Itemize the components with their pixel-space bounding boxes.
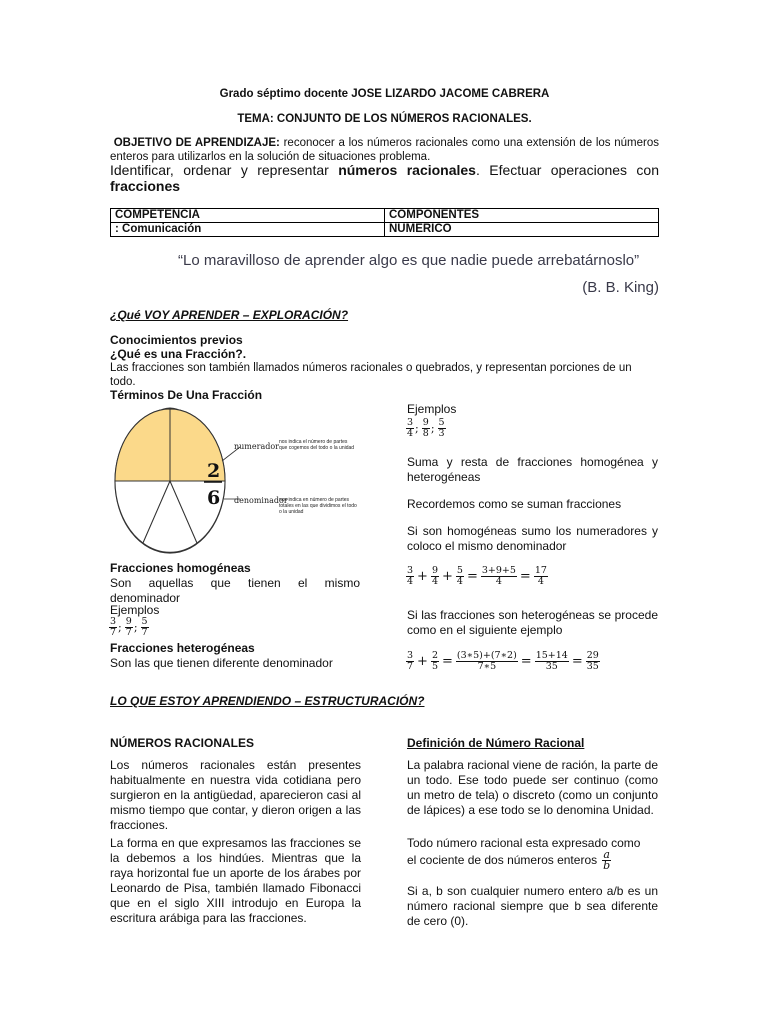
prev-knowledge-title: Conocimientos previos bbox=[110, 333, 243, 347]
homog-example-3 bbox=[141, 617, 149, 638]
objective-label: OBJETIVO DE APRENDIZAJE: bbox=[113, 137, 280, 149]
table-cell-numerico: NUMERICO bbox=[385, 223, 659, 237]
remember-text: Recordemos como se suman fracciones bbox=[407, 497, 622, 511]
frac-num: 3 bbox=[407, 650, 414, 661]
example-2 bbox=[422, 418, 430, 439]
examples-fractions: $\frac{3}{4}$ ; $\frac{9}{8}$ ; $\frac{5}{3}$ bbox=[407, 417, 445, 439]
objective-body: reconocer a los números racionales como una extensión de los números enteros para utilizarlos en la solución de situaciones problema. bbox=[110, 137, 660, 163]
eq2-term-c bbox=[456, 651, 518, 672]
fraction-diagram-svg bbox=[110, 403, 362, 559]
frac-num: 5 bbox=[141, 616, 148, 627]
frac-den: 7 bbox=[110, 627, 117, 638]
objective-line2 bbox=[110, 162, 659, 194]
pie-slice-a bbox=[115, 409, 170, 481]
frac-a-over-b bbox=[602, 850, 611, 871]
example-1 bbox=[406, 418, 414, 439]
frac-num: 5 bbox=[456, 565, 463, 576]
homog-example-1 bbox=[109, 617, 117, 638]
frac-num: 3 bbox=[110, 616, 117, 627]
homog-title: Fracciones homogéneas bbox=[110, 561, 251, 575]
frac-num: a bbox=[603, 848, 610, 861]
diagram-denominator: 6 bbox=[207, 487, 221, 509]
table-cell-comunicacion: : Comunicación bbox=[111, 223, 385, 237]
equation-homogeneous: $\frac{3}{4}$ + $\frac{9}{4}$ + $\frac{5}{4}$ = $\frac{3+9+5}{4}$ = $\frac{17}{4}$ bbox=[407, 565, 547, 587]
competence-table bbox=[110, 208, 659, 237]
frac-den: 4 bbox=[407, 576, 414, 587]
eq1-term-c bbox=[456, 566, 464, 587]
objective-line2-a: Identificar, ordenar y representar bbox=[110, 162, 339, 178]
denominator-note: nos indica en número de partes totales en las que dividimos el todo o la unidad bbox=[279, 497, 357, 515]
section-exploration-title: ¿Qué VOY APRENDER – EXPLORACIÓN? bbox=[110, 308, 349, 322]
frac-num: 29 bbox=[586, 650, 599, 661]
eq2-term-b bbox=[431, 651, 439, 672]
frac-den: 7∗5 bbox=[477, 661, 497, 672]
heter-text: Son las que tienen diferente denominador bbox=[110, 656, 333, 670]
definition-p3: Si a, b son cualquier numero entero a/b es un número racional siempre que b sea diferente de cero (0). bbox=[407, 884, 658, 928]
table-header-competencia: COMPETENCIA bbox=[111, 209, 385, 223]
frac-den: 4 bbox=[537, 576, 544, 587]
frac-den: 7 bbox=[125, 627, 132, 638]
frac-den: 8 bbox=[422, 428, 429, 439]
frac-den: b bbox=[603, 859, 611, 872]
homog-text: Son aquellas que tienen el mismo denominador bbox=[110, 576, 360, 605]
eq1-term-d bbox=[481, 566, 517, 587]
quote-author: (B. B. King) bbox=[582, 279, 659, 296]
homog-examples-label: Ejemplos bbox=[110, 603, 160, 617]
objective-line2-bold2: fracciones bbox=[110, 178, 181, 194]
sum-title: Suma y resta de fracciones homogénea y heterogéneas bbox=[407, 455, 658, 484]
frac-den: 4 bbox=[431, 576, 438, 587]
homog-rule: Si son homogéneas sumo los numeradores y coloco el mismo denominador bbox=[407, 524, 658, 553]
definition-p1: La palabra racional viene de ración, la parte de un todo. Ese todo puede ser continuo (como un metro de tela) o discreto (como un conjunto de lápices) a ese todo se lo denomina Unidad. bbox=[407, 758, 658, 817]
header-line-1: Grado séptimo docente JOSE LIZARDO JACOME CABRERA bbox=[219, 88, 550, 100]
frac-den: 7 bbox=[407, 661, 414, 672]
frac-den: 4 bbox=[495, 576, 502, 587]
frac-num: 9 bbox=[431, 565, 438, 576]
quote-text: “Lo maravilloso de aprender algo es que nadie puede arrebatárnoslo” bbox=[178, 252, 640, 269]
definition-p2b: el cociente de dos números enteros bbox=[407, 853, 598, 867]
numerator-note: nos indica el número de partes que cogemos del todo o la unidad bbox=[279, 439, 355, 451]
frac-den: 3 bbox=[438, 428, 445, 439]
frac-den: 4 bbox=[407, 428, 414, 439]
objective-text bbox=[110, 136, 659, 164]
frac-den: 4 bbox=[456, 576, 463, 587]
fraction-question: ¿Qué es una Fracción?. bbox=[110, 347, 247, 361]
heter-title: Fracciones heterogéneas bbox=[110, 641, 255, 655]
objective-line2-b: . Efectuar operaciones con bbox=[475, 162, 660, 178]
frac-num: 17 bbox=[534, 565, 547, 576]
frac-num: 3+9+5 bbox=[481, 565, 516, 576]
examples-label: Ejemplos bbox=[407, 402, 457, 416]
frac-num: 3 bbox=[407, 417, 414, 428]
rational-numbers-title: NÚMEROS RACIONALES bbox=[110, 736, 255, 750]
frac-num: 9 bbox=[125, 616, 132, 627]
terms-title: Términos De Una Fracción bbox=[110, 388, 263, 402]
frac-num: 3 bbox=[407, 565, 414, 576]
section-structuring-title: LO QUE ESTOY APRENDIENDO – ESTRUCTURACIÓN? bbox=[110, 694, 425, 708]
header-topic: TEMA: CONJUNTO DE LOS NÚMEROS RACIONALES. bbox=[237, 113, 532, 125]
rational-numbers-p1: Los números racionales están presentes habitualmente en nuestra vida cotidiana pero surgieron en la antigüedad, aparecieron casi al mismo tiempo que contar, y dieron origen a las fracciones. bbox=[110, 758, 361, 832]
frac-den: 7 bbox=[141, 627, 148, 638]
eq2-term-e bbox=[586, 651, 600, 672]
homog-example-2 bbox=[125, 617, 133, 638]
eq2-term-d bbox=[535, 651, 569, 672]
frac-num: 9 bbox=[422, 417, 429, 428]
denominator-label: denominador bbox=[234, 496, 288, 505]
homog-examples: $\frac{3}{7}$ ; $\frac{9}{7}$ ; $\frac{5}{7}$ bbox=[110, 616, 148, 638]
fraction-diagram bbox=[110, 403, 362, 559]
equation-heterogeneous: $\frac{3}{7}$ + $\frac{2}{5}$ = $\frac{(3∗5)+(7∗2)}{7∗5}$ = $\frac{15+14}{35}$ = $\frac{29}{35}$ bbox=[407, 650, 599, 672]
objective-line2-bold: números racionales bbox=[338, 162, 476, 178]
example-3 bbox=[438, 418, 446, 439]
heter-rule: Si las fracciones son heterogéneas se procede como en el siguiente ejemplo bbox=[407, 608, 658, 637]
rational-numbers-p2: La forma en que expresamos las fracciones se la debemos a los hindúes. Mientras que la raya horizontal fue un aporte de los árabes por Leonardo de Pisa, también llamado Fibonacci que en el siglo XIII introdujo en Europa la escritura arábiga para las fracciones. bbox=[110, 836, 361, 925]
eq1-term-b bbox=[431, 566, 439, 587]
fraction-definition: Las fracciones son también llamados números racionales o quebrados, y representan porciones de un todo. bbox=[110, 362, 632, 388]
definition-p2b-line bbox=[407, 850, 612, 871]
frac-num: 5 bbox=[438, 417, 445, 428]
numerator-label: numerador bbox=[234, 442, 279, 451]
table-header-componentes: COMPONENTES bbox=[385, 209, 659, 223]
frac-num: 2 bbox=[431, 650, 438, 661]
definition-p2a: Todo número racional esta expresado como bbox=[407, 836, 641, 850]
frac-num: 15+14 bbox=[535, 650, 568, 661]
frac-num: (3∗5)+(7∗2) bbox=[456, 650, 517, 661]
frac-den: 5 bbox=[431, 661, 438, 672]
definition-title: Definición de Número Racional bbox=[407, 736, 585, 750]
frac-den: 35 bbox=[545, 661, 558, 672]
eq1-term-e bbox=[534, 566, 548, 587]
eq1-term-a bbox=[406, 566, 414, 587]
eq2-term-a bbox=[406, 651, 414, 672]
frac-den: 35 bbox=[586, 661, 599, 672]
diagram-numerator: 2 bbox=[207, 460, 221, 482]
